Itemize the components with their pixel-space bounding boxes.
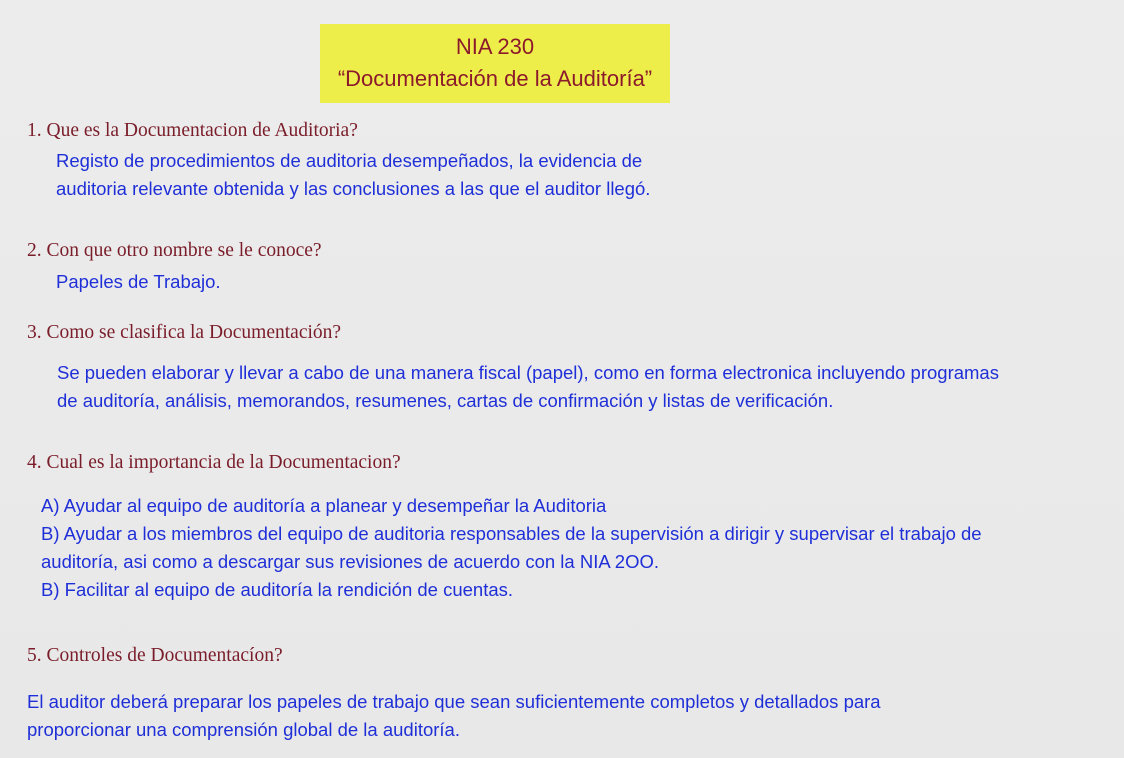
answer-5-line-2: proporcionar una comprensión global de la auditoría. [27,719,460,740]
answer-1-line-1: Registo de procedimientos de auditoria desempeñados, la evidencia de [56,150,643,171]
question-1: 1. Que es la Documentacion de Auditoria? [27,120,358,141]
question-5: 5. Controles de Documentacíon? [27,645,283,666]
title-line-1: NIA 230 [455,34,535,59]
answer-4-line-3: auditoría, asi como a descargar sus revisiones de acuerdo con la NIA 2OO. [41,551,660,572]
answer-4-line-2: B) Ayudar a los miembros del equipo de auditoria responsables de la supervisión a dirigir y supervisar el trabajo de [41,523,982,544]
title-line-2: “Documentación de la Auditoría” [337,66,653,91]
answer-2-line-1: Papeles de Trabajo. [56,271,221,292]
answer-5 [27,688,881,744]
answer-3-line-2: de auditoría, análisis, memorandos, resumenes, cartas de confirmación y listas de verificación. [57,390,834,411]
answer-5-line-1: El auditor deberá preparar los papeles de trabajo que sean suficientemente completos y detallados para [27,691,881,712]
question-2: 2. Con que otro nombre se le conoce? [27,240,322,261]
question-4: 4. Cual es la importancia de la Documentacion? [27,452,401,473]
answer-1 [56,147,650,203]
answer-3 [57,359,999,415]
question-3: 3. Como se clasifica la Documentación? [27,322,342,343]
answer-4-line-1: A) Ayudar al equipo de auditoría a planear y desempeñar la Auditoria [41,495,607,516]
answer-4 [41,492,982,604]
answer-1-line-2: auditoria relevante obtenida y las conclusiones a las que el auditor llegó. [56,178,651,199]
answer-3-line-1: Se pueden elaborar y llevar a cabo de una manera fiscal (papel), como en forma electronica incluyendo programas [57,362,999,383]
answer-2 [56,268,221,296]
answer-4-line-4: B) Facilitar al equipo de auditoría la rendición de cuentas. [41,579,514,600]
title-box [320,24,670,103]
